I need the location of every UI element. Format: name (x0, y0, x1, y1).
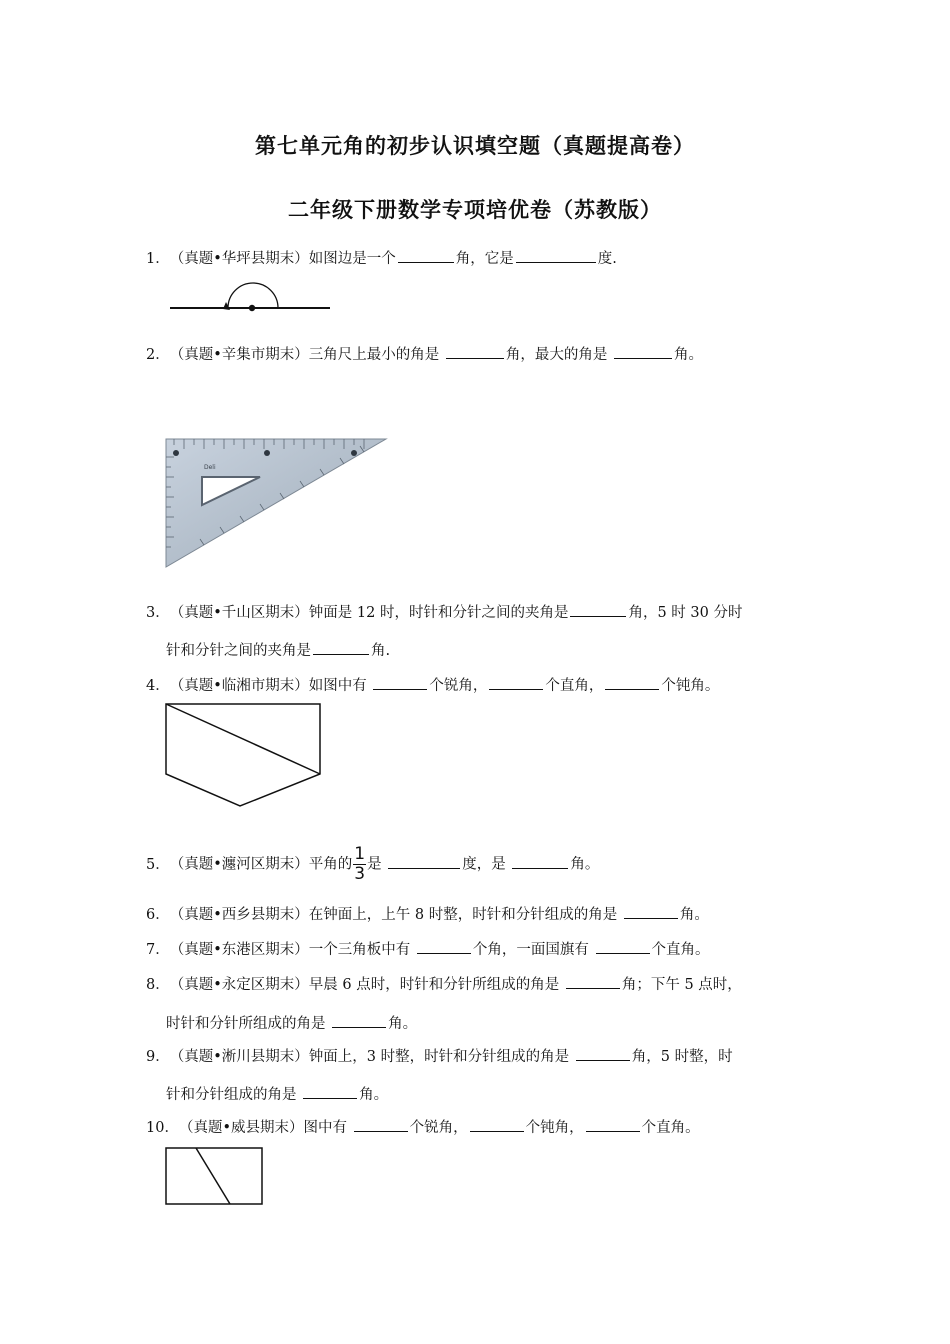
question-7: 7．（真题•东港区期末）一个三角板中有 个角，一面国旗有 个直角。 (146, 942, 710, 958)
answer-blank[interactable] (388, 867, 460, 869)
straight-angle-figure (168, 280, 334, 314)
answer-blank[interactable] (332, 1026, 386, 1028)
page-subtitle: 二年级下册数学专项培优卷（苏教版） (288, 198, 662, 222)
answer-blank[interactable] (586, 1130, 640, 1132)
question-9: 9．（真题•淅川县期末）钟面上，3 时整，时针和分针组成的角是 角，5 时整，时 (146, 1049, 733, 1065)
set-square-image (164, 437, 390, 571)
page-title: 第七单元角的初步认识填空题（真题提高卷） (255, 134, 695, 158)
answer-blank[interactable] (354, 1130, 408, 1132)
answer-blank[interactable] (417, 952, 471, 954)
question-5: 5．（真题•瀍河区期末）平角的 $\frac{1}{3}$ 是 度，是 角。 (146, 844, 600, 884)
question-2: 2．（真题•辛集市期末）三角尺上最小的角是 角，最大的角是 角。 (146, 347, 704, 363)
question-9-continuation: 针和分针组成的角是 角。 (166, 1087, 389, 1103)
answer-blank[interactable] (313, 653, 369, 655)
answer-blank[interactable] (398, 261, 454, 263)
fraction-one-third: $\frac{1}{3}$ (354, 844, 366, 884)
answer-blank[interactable] (570, 615, 626, 617)
answer-blank[interactable] (373, 688, 427, 690)
answer-blank[interactable] (303, 1097, 357, 1099)
ruler-brand-label: Deli (204, 464, 216, 471)
answer-blank[interactable] (470, 1130, 524, 1132)
question-6: 6．（真题•西乡县期末）在钟面上，上午 8 时整，时针和分针组成的角是 角。 (146, 907, 709, 923)
question-3-continuation: 针和分针之间的夹角是 角. (166, 643, 391, 659)
answer-blank[interactable] (596, 952, 650, 954)
answer-blank[interactable] (614, 357, 672, 359)
answer-blank[interactable] (489, 688, 543, 690)
question-8: 8．（真题•永定区期末）早晨 6 点时，时针和分针所组成的角是 角；下午 5 点时， (146, 977, 742, 993)
rectangle-figure (162, 1144, 266, 1208)
question-4: 4．（真题•临湘市期末）如图中有 个锐角， 个直角， 个钝角。 (146, 678, 720, 694)
answer-blank[interactable] (624, 917, 678, 919)
question-8-continuation: 时针和分针所组成的角是 角。 (166, 1016, 418, 1032)
answer-blank[interactable] (566, 987, 620, 989)
answer-blank[interactable] (516, 261, 596, 263)
question-10: 10．（真题•威县期末）图中有 个锐角， 个钝角， 个直角。 (146, 1120, 700, 1136)
answer-blank[interactable] (576, 1059, 630, 1061)
answer-blank[interactable] (605, 688, 659, 690)
answer-blank[interactable] (446, 357, 504, 359)
question-1: 1．（真题•华坪县期末）如图边是一个 角，它是 度. (146, 251, 617, 267)
question-3: 3．（真题•千山区期末）钟面是 12 时，时针和分针之间的夹角是 角，5 时 30 分时 (146, 605, 743, 621)
pentagon-figure (162, 700, 326, 812)
answer-blank[interactable] (512, 867, 568, 869)
